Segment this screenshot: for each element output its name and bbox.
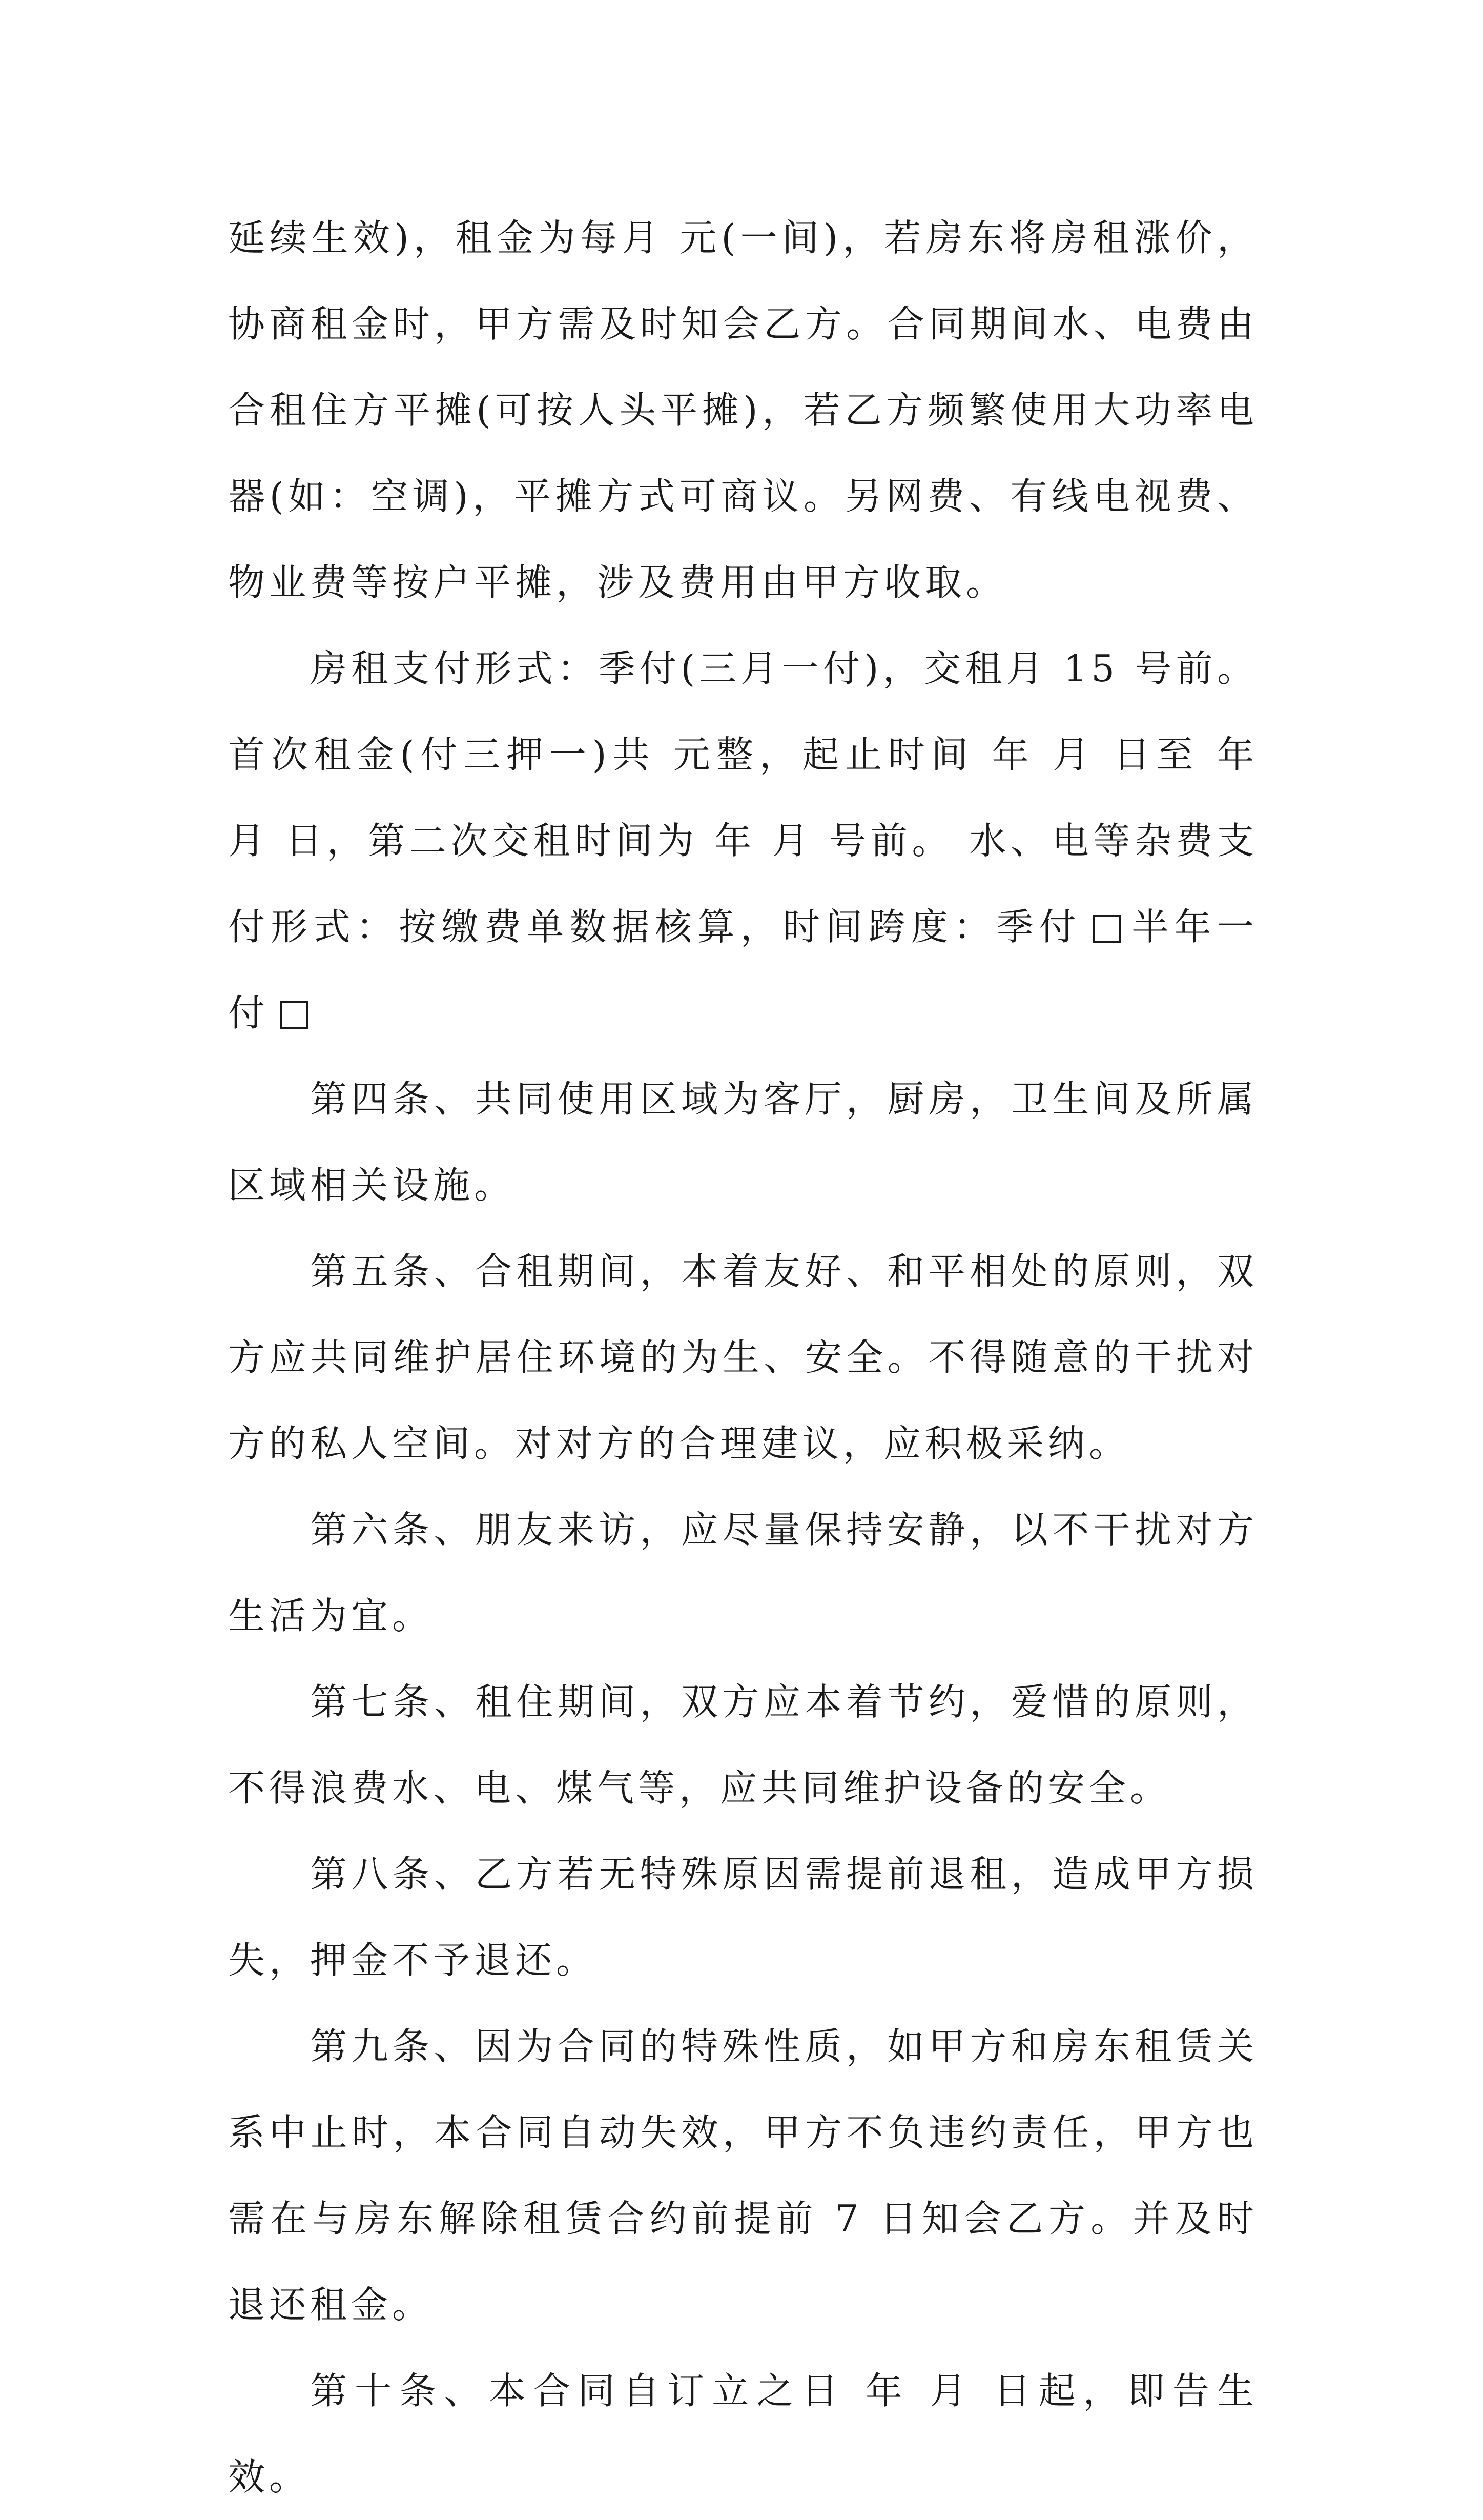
clause-9: 第九条、因为合同的特殊性质，如甲方和房东租赁关系中止时，本合同自动失效，甲方不负违约责任，甲方也需在与房东解除租赁合约前提前 7 日知会乙方。并及时退还租金。 [228, 2025, 1258, 2326]
option-quarterly-label: 季付 [996, 905, 1082, 948]
option-half-year-label: 半年一付 [228, 905, 1258, 1034]
clause-6: 第六条、朋友来访，应尽量保持安静，以不干扰对方生活为宜。 [228, 1508, 1258, 1637]
clause-7: 第七条、租住期间，双方应本着节约，爱惜的原则，不得浪费水、电、煤气等，应共同维护设备的安全。 [228, 1680, 1258, 1810]
clause-10: 第十条、本合同自订立之日 年 月 日起，即告生效。 [228, 2369, 1258, 2498]
clause-4: 第四条、共同使用区域为客厅，厨房，卫生间及所属区域相关设施。 [228, 1078, 1258, 1207]
payment-terms-text: 房租支付形式：季付(三月一付)，交租月 15 号前。首次租金(付三押一)共 元整，起止时间 年 月 日至 年 月 日，第二次交租时间为 年 月 号前。 水、电等杂费支付形式：按缴费单数据核算，时间跨度： [228, 647, 1258, 948]
clause-8: 第八条、乙方若无特殊原因需提前退租，造成甲方损失，押金不予退还。 [228, 1853, 1258, 1982]
clause-5: 第五条、合租期间，本着友好、和平相处的原则，双方应共同维护居住环境的为生、安全。不得随意的干扰对方的私人空间。对对方的合理建议，应积极采纳。 [228, 1250, 1258, 1465]
quarterly-checkbox[interactable] [1093, 915, 1121, 943]
paragraph-rent-and-fees: 延续生效)，租金为每月 元(一间)，若房东将房租涨价，协商租金时，甲方需及时知会乙方。合同期间水、电费由合租住方平摊(可按人头平摊)，若乙方频繁使用大功率电器(如：空调)，平摊方式可商议。另网费、有线电视费、物业费等按户平摊，涉及费用由甲方收取。 [228, 216, 1258, 604]
half-year-checkbox[interactable] [280, 1001, 308, 1029]
contract-body [228, 195, 1258, 2520]
paragraph-payment-terms [228, 625, 1258, 1056]
